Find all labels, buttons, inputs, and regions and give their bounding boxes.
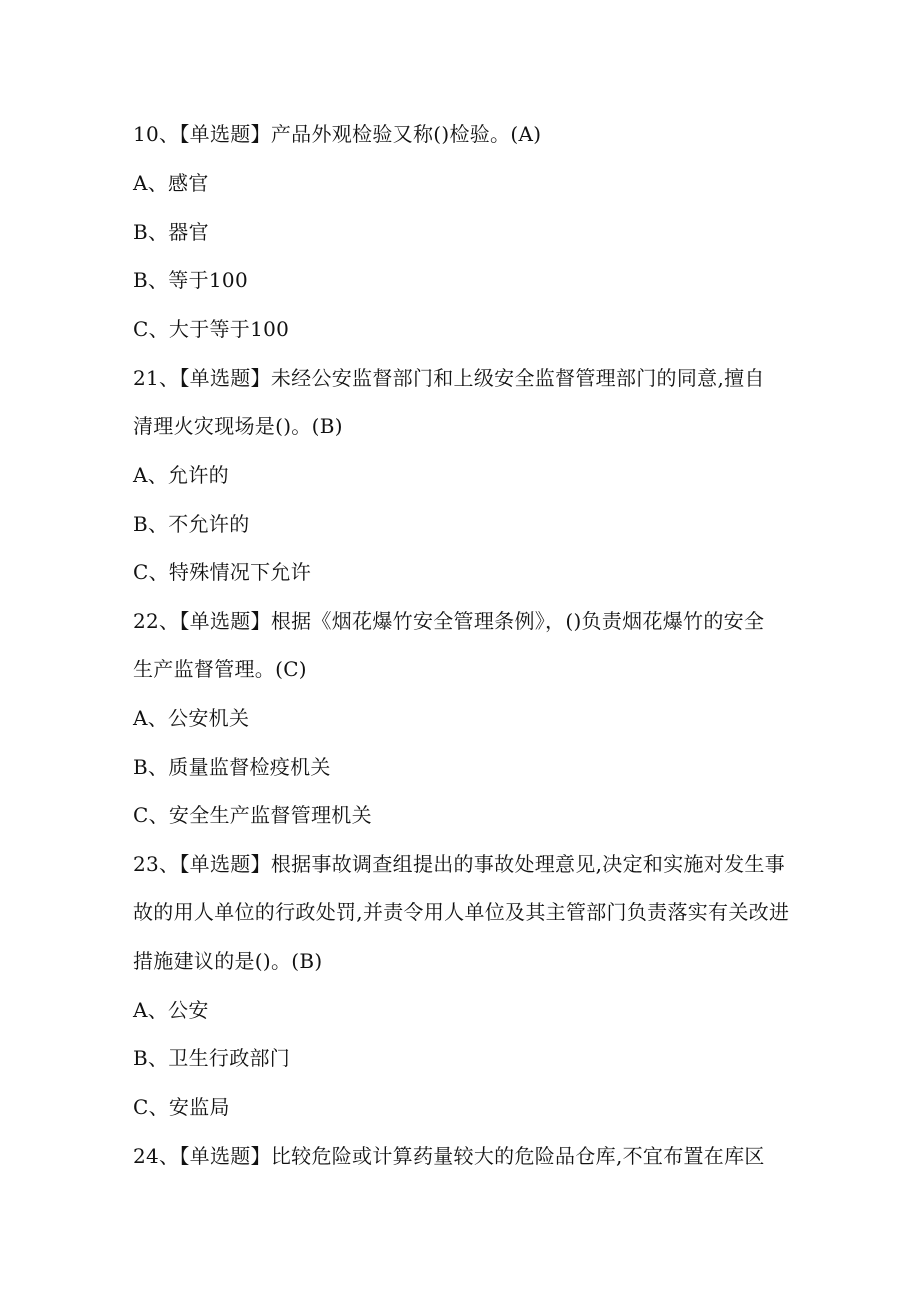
question-24-stem-line-1: 24、【单选题】比较危险或计算药量较大的危险品仓库,不宜布置在库区	[133, 1144, 765, 1168]
question-21-stem-line-2: 清理火灾现场是()。(B)	[133, 414, 343, 438]
question-23-option-a: A、公安	[133, 998, 209, 1022]
question-10-option-b-extra: B、等于100	[133, 268, 248, 292]
question-23-stem-line-1: 23、【单选题】根据事故调查组提出的事故处理意见,决定和实施对发生事	[133, 852, 786, 876]
question-22-stem-line-1: 22、【单选题】根据《烟花爆竹安全管理条例》，()负责烟花爆竹的安全	[133, 609, 765, 633]
question-23-stem-line-2: 故的用人单位的行政处罚,并责令用人单位及其主管部门负责落实有关改进	[133, 900, 790, 924]
question-21-option-b: B、不允许的	[133, 512, 250, 536]
question-10-option-a: A、感官	[133, 171, 209, 195]
question-10-option-b: B、器官	[133, 220, 209, 244]
question-22-option-c: C、安全生产监督管理机关	[133, 803, 372, 827]
question-10-option-c: C、大于等于100	[133, 317, 290, 341]
question-23-option-b: B、卫生行政部门	[133, 1046, 291, 1070]
question-22-stem-line-2: 生产监督管理。(C)	[133, 657, 307, 681]
question-23-option-c: C、安监局	[133, 1095, 230, 1119]
question-21-option-a: A、允许的	[133, 463, 229, 487]
question-10-stem: 10、【单选题】产品外观检验又称()检验。(A)	[133, 122, 542, 146]
question-23-stem-line-3: 措施建议的是()。(B)	[133, 949, 323, 973]
question-21-option-c: C、特殊情况下允许	[133, 560, 312, 584]
question-22-option-a: A、公安机关	[133, 706, 250, 730]
question-22-option-b: B、质量监督检疫机关	[133, 755, 331, 779]
question-21-stem-line-1: 21、【单选题】未经公安监督部门和上级安全监督管理部门的同意,擅自	[133, 366, 765, 390]
